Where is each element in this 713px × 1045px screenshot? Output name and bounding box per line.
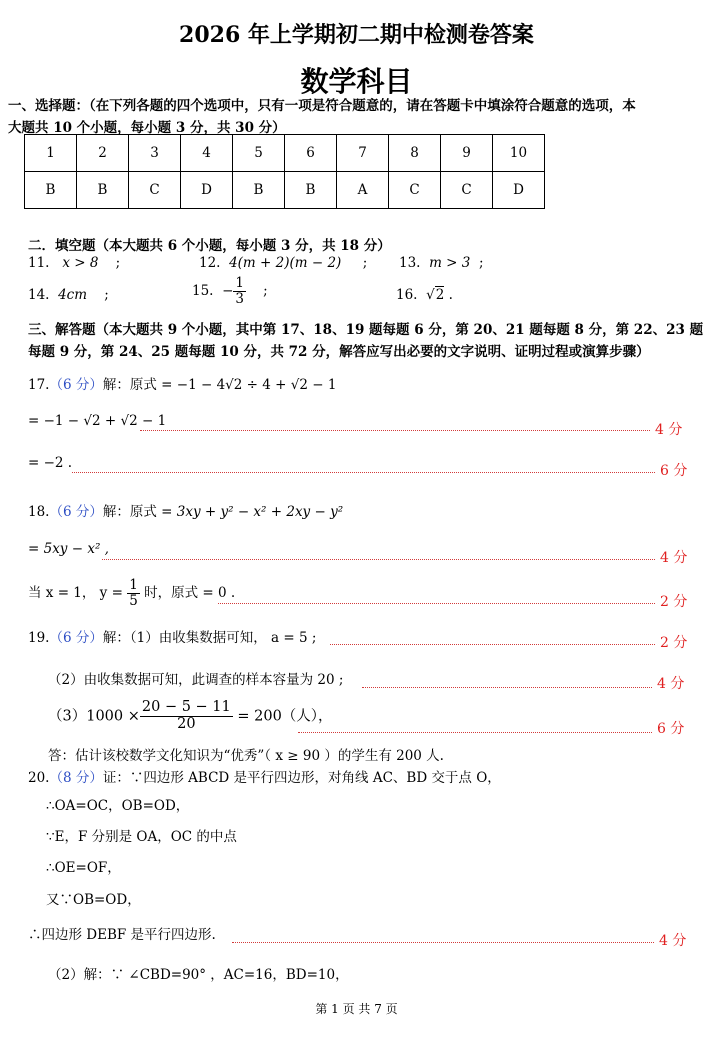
q13-answer: m > 3 bbox=[429, 255, 471, 271]
q13-number: 13. bbox=[399, 255, 421, 271]
q12-separator: ; bbox=[362, 255, 368, 271]
answer-cell: C bbox=[129, 172, 181, 209]
q17-step2: = −2 . bbox=[28, 455, 73, 471]
q15-fraction bbox=[233, 276, 246, 307]
q17-expression: = −1 − 4√2 ÷ 4 + √2 − 1 bbox=[161, 377, 337, 393]
q20-score1: 4 分 bbox=[659, 933, 687, 949]
q12-answer: 4(m + 2)(m − 2) bbox=[229, 255, 342, 271]
q18-fraction-numerator: 1 bbox=[129, 577, 138, 593]
q16-number: 16. bbox=[396, 287, 418, 303]
q15-denominator: 3 bbox=[235, 290, 244, 307]
answer-cell: A bbox=[337, 172, 389, 209]
q18-condition-b: 时，原式 = 0 . bbox=[139, 584, 236, 601]
section1-heading-line1: 一、选择题：（在下列各题的四个选项中，只有一项是符合题意的，请在答题卡中填涂符合题意的选项，本 bbox=[8, 98, 636, 114]
answer-table-answer-row bbox=[25, 172, 545, 209]
q19-answer: 答：估计该校数学文化知识为“优秀”（ x ≥ 90 ）的学生有 200 人. bbox=[48, 748, 444, 764]
question-number-cell: 2 bbox=[77, 135, 129, 172]
question-number-cell: 4 bbox=[181, 135, 233, 172]
q20-l1: 证：∵四边形 ABCD 是平行四边形，对角线 AC、BD 交于点 O， bbox=[102, 770, 501, 786]
q16-separator: . bbox=[448, 287, 453, 303]
q19-score1: 2 分 bbox=[660, 635, 688, 651]
page-footer: 第 1 页 共 7 页 bbox=[315, 1002, 398, 1016]
leader-dots bbox=[140, 430, 650, 431]
answer-cell: B bbox=[285, 172, 337, 209]
question-number-cell: 8 bbox=[389, 135, 441, 172]
leader-dots bbox=[362, 687, 652, 688]
q19-part3-b: = 200（人）， bbox=[232, 708, 333, 725]
q15 bbox=[192, 276, 268, 307]
answer-table bbox=[24, 134, 545, 209]
q14 bbox=[28, 287, 109, 303]
q19-points: （6 分） bbox=[49, 630, 103, 646]
question-number-cell: 7 bbox=[337, 135, 389, 172]
q19-score2: 4 分 bbox=[657, 676, 685, 692]
answer-cell: C bbox=[441, 172, 493, 209]
q12 bbox=[199, 255, 367, 271]
question-number-cell: 3 bbox=[129, 135, 181, 172]
sqrt-icon: √ bbox=[426, 287, 435, 303]
q18-fraction bbox=[127, 578, 140, 609]
q15-separator: ; bbox=[263, 282, 268, 299]
q20-l6: ∴四边形 DEBF 是平行四边形. bbox=[28, 927, 216, 943]
answer-cell: B bbox=[25, 172, 77, 209]
q16-answer: 2 bbox=[435, 287, 445, 303]
q15-sign: − bbox=[222, 282, 234, 299]
section3-heading-line1: 三、解答题（本大题共 9 个小题，其中第 17、18、19 题每题 6 分，第 20、21 题每题 8 分，第 22、23 题 bbox=[28, 322, 704, 338]
q18-label: 解：原式 bbox=[102, 504, 157, 520]
q20-l4: ∴OE=OF， bbox=[46, 860, 121, 876]
q19-fraction-numerator: 20 − 5 − 11 bbox=[141, 699, 231, 715]
q11-separator: ; bbox=[115, 255, 121, 271]
leader-dots bbox=[72, 472, 655, 473]
q14-number: 14. bbox=[28, 287, 50, 303]
q18-number: 18. bbox=[28, 504, 50, 520]
q20-l7: （2）解：∵ ∠CBD=90° ，AC=16，BD=10， bbox=[48, 967, 349, 983]
answer-table-number-row bbox=[25, 135, 545, 172]
q17-label: 解：原式 bbox=[102, 377, 157, 393]
question-number-cell: 9 bbox=[441, 135, 493, 172]
q13-separator: ; bbox=[478, 255, 484, 271]
q13 bbox=[399, 255, 484, 271]
q14-answer: 4cm bbox=[58, 287, 88, 303]
q18-condition bbox=[28, 578, 235, 609]
page-title: 2026 年上学期初二期中检测卷答案 bbox=[179, 22, 534, 48]
q16 bbox=[396, 287, 453, 303]
answer-cell: D bbox=[493, 172, 545, 209]
section2-heading: 二．填空题（本大题共 6 个小题，每小题 3 分，共 18 分） bbox=[28, 238, 391, 254]
q18-score1: 4 分 bbox=[660, 550, 688, 566]
q11 bbox=[28, 255, 120, 271]
q14-separator: ; bbox=[104, 287, 109, 303]
q19-score3: 6 分 bbox=[657, 721, 685, 737]
q19-number: 19. bbox=[28, 630, 50, 646]
q11-answer: x > 8 bbox=[62, 255, 99, 271]
q18-points: （6 分） bbox=[49, 504, 103, 520]
q18-score2: 2 分 bbox=[660, 594, 688, 610]
q18-fraction-denominator: 5 bbox=[129, 592, 138, 609]
q15-number: 15. bbox=[192, 282, 214, 299]
answer-cell: C bbox=[389, 172, 441, 209]
q19-fraction-denominator: 20 bbox=[177, 715, 196, 732]
q17-points: （6 分） bbox=[49, 377, 103, 393]
q18-expression: = 3xy + y² − x² + 2xy − y² bbox=[161, 504, 344, 520]
q15-numerator: 1 bbox=[235, 275, 244, 291]
answer-cell: B bbox=[233, 172, 285, 209]
answer-cell: B bbox=[77, 172, 129, 209]
q20-line1 bbox=[28, 766, 501, 786]
section3-heading-line2: 每题 9 分，第 24、25 题每题 10 分，共 72 分，解答应写出必要的文字说明、证明过程或演算步骤） bbox=[28, 344, 650, 360]
leader-dots bbox=[298, 732, 652, 733]
q17-score1: 4 分 bbox=[655, 422, 683, 438]
q18-line bbox=[28, 500, 343, 520]
question-number-cell: 5 bbox=[233, 135, 285, 172]
q17-step1: = −1 − √2 + √2 − 1 bbox=[28, 413, 167, 429]
q19-part1: 解：（1）由收集数据可知， a = 5 ; bbox=[102, 630, 317, 646]
question-number-cell: 1 bbox=[25, 135, 77, 172]
q17-number: 17. bbox=[28, 377, 50, 393]
q20-l5: 又∵OB=OD， bbox=[46, 892, 141, 908]
q17-score2: 6 分 bbox=[660, 463, 688, 479]
q20-l3: ∵E，F 分别是 OA，OC 的中点 bbox=[46, 829, 237, 845]
q17-line bbox=[28, 373, 336, 393]
question-number-cell: 6 bbox=[285, 135, 337, 172]
q19-fraction bbox=[140, 700, 233, 733]
q20-points: （8 分） bbox=[49, 770, 103, 786]
section1-heading-line2: 大题共 10 个小题，每小题 3 分，共 30 分） bbox=[8, 120, 286, 136]
q18-condition-a: 当 x = 1， y = bbox=[28, 584, 128, 601]
q19-part3 bbox=[48, 700, 333, 733]
subject-title: 数学科目 bbox=[300, 65, 413, 98]
question-number-cell: 10 bbox=[493, 135, 545, 172]
q12-number: 12. bbox=[199, 255, 221, 271]
leader-dots bbox=[102, 559, 655, 560]
leader-dots bbox=[330, 644, 655, 645]
leader-dots bbox=[218, 603, 655, 604]
q20-l2: ∴OA=OC，OB=OD， bbox=[46, 798, 190, 814]
q20-number: 20. bbox=[28, 770, 50, 786]
q19-part3-a: （3）1000 × bbox=[48, 708, 140, 725]
q18-step1: = 5xy − x² , bbox=[28, 541, 109, 557]
q19-line1 bbox=[28, 626, 316, 646]
q19-part2: （2）由收集数据可知，此调查的样本容量为 20 ; bbox=[48, 672, 344, 688]
answer-cell: D bbox=[181, 172, 233, 209]
leader-dots bbox=[232, 942, 654, 943]
q11-number: 11. bbox=[28, 255, 50, 271]
